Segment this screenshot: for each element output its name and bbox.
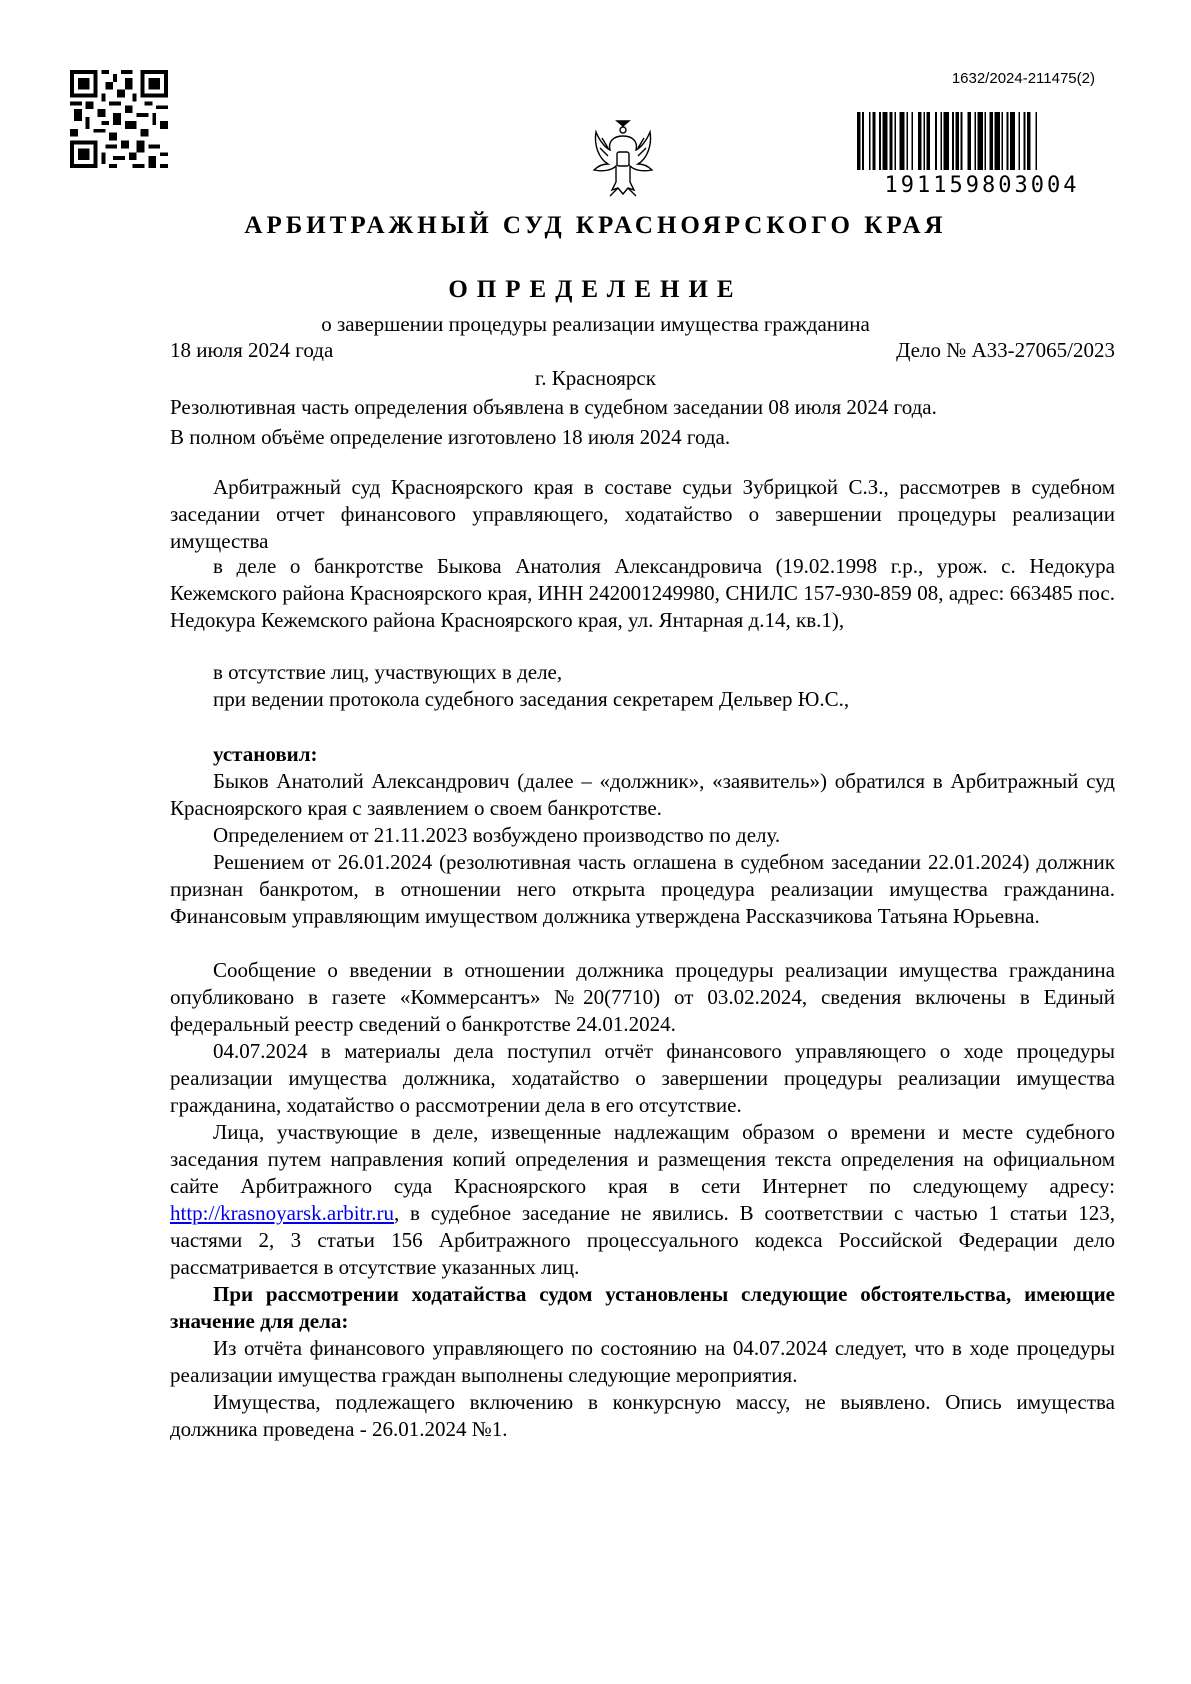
established-heading: установил:: [213, 742, 318, 766]
paragraph: Решением от 26.01.2024 (резолютивная часть оглашена в судебном заседании 22.01.2024) должник признан банкротом, в отношении него открыта процедура реализации имущества гражданина. Финансовым управляющим имуществом должника утверждена Рассказчикова Татьяна Юрьевна.: [170, 850, 1115, 928]
paragraph: Быков Анатолий Александрович (далее – «должник», «заявитель») обратился в Арбитражный суд Красноярского края с заявлением о своем банкротстве.: [170, 769, 1115, 820]
case-number: Дело № А33-27065/2023: [896, 338, 1115, 362]
paragraph: 04.07.2024 в материалы дела поступил отчёт финансового управляющего о ходе процедуры реализации имущества должника, ходатайство о завершении процедуры реализации имущества гражданина, ходатайство о рассмотрении дела в его отсутствие.: [170, 1039, 1115, 1117]
document-city: г. Красноярск: [535, 366, 656, 390]
intro-full-text-date: В полном объёме определение изготовлено 18 июля 2024 года.: [170, 425, 731, 449]
intro-operative-part: Резолютивная часть определения объявлена в судебном заседании 08 июля 2024 года.: [170, 395, 937, 419]
barcode-number: 191159803004: [884, 173, 1080, 196]
absence-paragraph: в отсутствие лиц, участвующих в деле,: [213, 660, 563, 684]
paragraph: Определением от 21.11.2023 возбуждено производство по делу.: [213, 823, 781, 847]
paragraph-with-link: [170, 1119, 1115, 1281]
case-details-paragraph: в деле о банкротстве Быкова Анатолия Александровича (19.02.1998 г.р., урож. с. Недокура Кежемского района Красноярского края, ИНН 242001249980, СНИЛС 157-930-859 08, адрес: 663485 пос. Недокура Кежемского района Красноярского края, ул. Янтарная д.14, кв.1),: [170, 554, 1115, 632]
paragraph: Из отчёта финансового управляющего по состоянию на 04.07.2024 следует, что в ходе процедуры реализации имущества граждан выполнены следующие мероприятия.: [170, 1336, 1115, 1387]
document-subtitle: о завершении процедуры реализации имущества гражданина: [321, 312, 870, 336]
document-type-title: ОПРЕДЕЛЕНИЕ: [448, 276, 743, 303]
document-number: 1632/2024-211475(2): [951, 70, 1095, 87]
qr-code: [70, 70, 168, 168]
secretary-paragraph: при ведении протокола судебного заседания секретарем Дельвер Ю.С.,: [213, 687, 850, 711]
court-website-link[interactable]: http://krasnoyarsk.arbitr.ru: [170, 1201, 394, 1225]
document-date: 18 июля 2024 года: [170, 338, 334, 362]
paragraph: Имущества, подлежащего включению в конкурсную массу, не выявлено. Опись имущества должника проведена - 26.01.2024 №1.: [170, 1390, 1115, 1441]
court-name: АРБИТРАЖНЫЙ СУД КРАСНОЯРСКОГО КРАЯ: [244, 212, 947, 239]
coat-of-arms-emblem: [588, 118, 658, 198]
paragraph-text: , в судебное заседание не явились. В соответствии с частью 1 статьи 123, частями 2, 3 статьи 156 Арбитражного процессуального кодекса Российской Федерации дело рассматривается в отсутствие указанных лиц.: [170, 1201, 1115, 1279]
paragraph-text: Лица, участвующие в деле, извещенные надлежащим образом о времени и месте судебного заседания путем направления копий определения и размещения текста определения на официальном сайте Арбитражного суда Красноярского края в сети Интернет по следующему адресу:: [170, 1120, 1115, 1198]
barcode: [855, 112, 1110, 196]
composition-paragraph: Арбитражный суд Красноярского края в составе судьи Зубрицкой С.З., рассмотрев в судебном заседании отчет финансового управляющего, ходатайство о завершении процедуры реализации имущества: [170, 475, 1115, 553]
paragraph: Сообщение о введении в отношении должника процедуры реализации имущества гражданина опубликовано в газете «Коммерсантъ» №20(7710) от 03.02.2024, сведения включены в Единый федеральный реестр сведений о банкротстве 24.01.2024.: [170, 958, 1115, 1036]
circumstances-heading: При рассмотрении ходатайства судом установлены следующие обстоятельства, имеющие значение для дела:: [170, 1282, 1115, 1333]
